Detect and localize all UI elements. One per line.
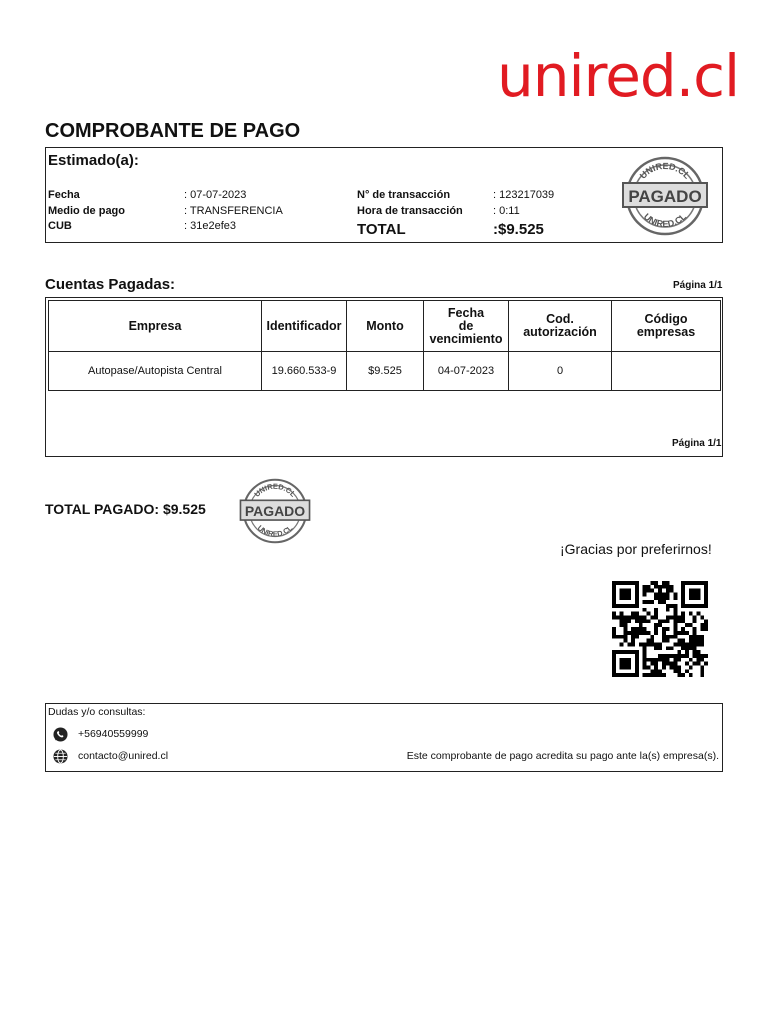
cub-value: : 31e2efe3 [184,220,236,232]
accounts-title: Cuentas Pagadas: [45,276,176,293]
fecha-value: : 07-07-2023 [184,189,247,201]
transaccion-label: N° de transacción [357,189,451,201]
medio-pago-label: Medio de pago [48,205,125,217]
cell-empresa: Autopase/Autopista Central [49,352,262,391]
table-header-row [49,301,721,352]
contact-phone[interactable]: +56940559999 [78,728,149,740]
stamp-bottom-text: UNIRED.CL [641,211,689,230]
hora-label: Hora de transacción [357,205,463,217]
header-codigo-empresas [612,301,721,352]
header-fecha-vencimiento [424,301,509,352]
svg-text:UNIRED.CL [256,523,295,539]
globe-icon [53,749,68,764]
header-fecha-line3: vencimiento [429,331,503,346]
total-value: :$9.525 [493,221,544,238]
table-row [49,352,721,391]
header-codigo-line2: empresas [636,325,696,339]
total-label: TOTAL [357,221,406,238]
cell-identificador: 19.660.533-9 [262,352,347,391]
header-monto: Monto [347,301,424,352]
header-cod-line1: Cod. [546,312,574,326]
stamp-small-center-text: PAGADO [244,502,306,519]
contact-box [45,703,723,772]
cell-fecha: 04-07-2023 [424,352,509,391]
accounts-table [48,300,721,391]
pagado-stamp-icon [620,154,710,238]
contact-email[interactable]: contacto@unired.cl [78,750,169,762]
stamp-small-bottom-text: UNIRED.CL [255,523,295,539]
header-cod-autorizacion [509,301,612,352]
header-codigo-line1: Código [644,312,688,326]
stamp-center-text: PAGADO [628,187,702,206]
page-indicator-bottom: Página 1/1 [672,438,722,449]
whatsapp-icon [53,727,68,742]
unired-logo: unired.cl [497,42,740,110]
transaccion-value: : 123217039 [493,189,555,201]
cell-monto: $9.525 [347,352,424,391]
fecha-label: Fecha [48,189,80,201]
stamp-small-top-text: UNIRED.CL [252,481,298,499]
stamp-top-text: UNIRED.CL [637,160,693,181]
header-empresa: Empresa [49,301,262,352]
qr-code-icon [612,581,708,677]
greeting: Estimado(a): [48,152,139,169]
medio-pago-value: : TRANSFERENCIA [184,205,283,217]
disclaimer: Este comprobante de pago acredita su pago ante la(s) empresa(s). [406,750,719,762]
total-pagado: TOTAL PAGADO: $9.525 [45,501,206,517]
header-identificador: Identificador [262,301,347,352]
cell-codigo [612,352,721,391]
document-title: COMPROBANTE DE PAGO [45,120,301,142]
svg-text:UNIRED.CL [642,211,689,229]
page-indicator-top: Página 1/1 [673,280,723,291]
payment-info-box [45,147,723,243]
cell-cod: 0 [509,352,612,391]
header-cod-line2: autorización [523,325,597,339]
contact-heading: Dudas y/o consultas: [48,706,146,718]
header-fecha-line1: Fecha [447,305,485,320]
cub-label: CUB [48,220,72,232]
pagado-stamp-small-icon [238,476,312,546]
hora-value: : 0:11 [493,205,520,217]
header-fecha-line2: de [458,318,474,333]
accounts-box [45,297,723,457]
thanks-message: ¡Gracias por preferirnos! [560,541,712,557]
